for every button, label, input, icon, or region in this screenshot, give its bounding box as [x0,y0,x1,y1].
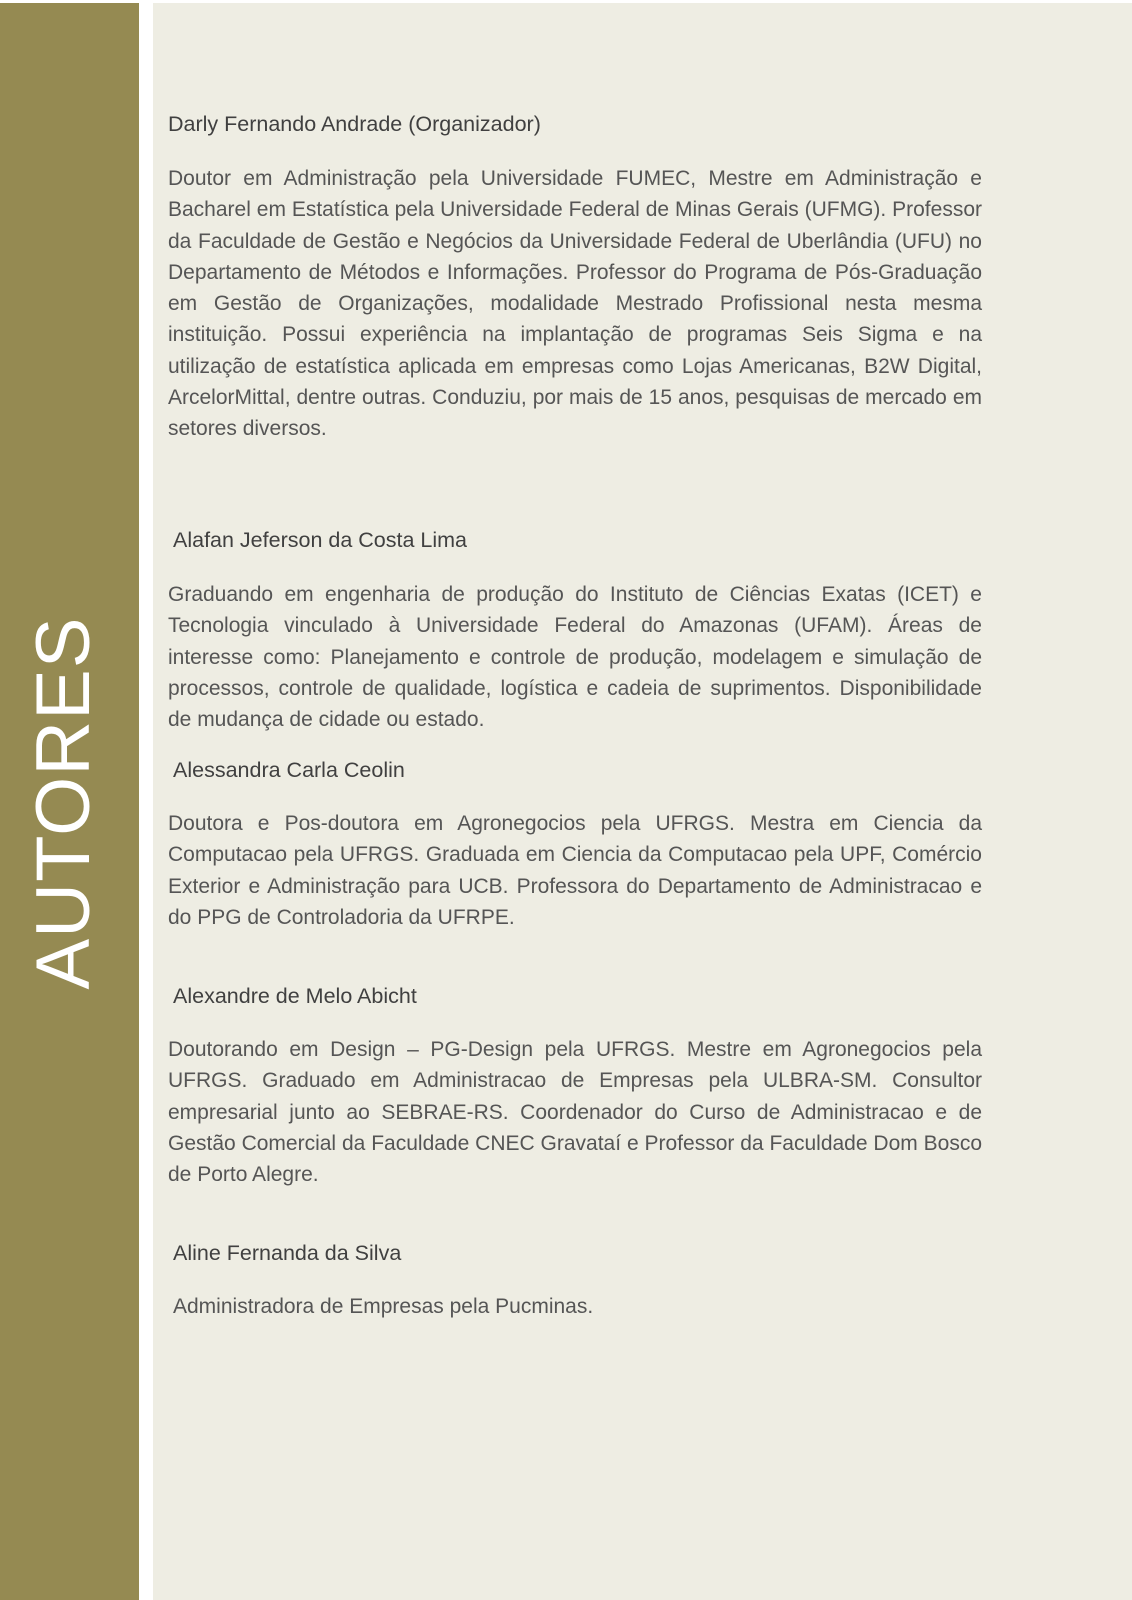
author-bio: Administradora de Empresas pela Pucminas. [173,1295,594,1318]
author-bio: Doutora e Pos-doutora em Agronegocios pela UFRGS. Mestra em Ciencia da Computacao pela UFRGS. Graduada em Ciencia da Computacao pela UPF, Comércio Exterior e Administração para UCB. Professora do Departamento de Administracao e do PPG de Controladoria da UFRPE. [168,812,982,929]
author-bio: Doutor em Administração pela Universidade FUMEC, Mestre em Administração e Bacharel em Estatística pela Universidade Federal de Minas Gerais (UFMG). Professor da Faculdade de Gestão e Negócios da Universidade Federal de Uberlândia (UFU) no Departamento de Métodos e Informações. Professor do Programa de Pós-Graduação em Gestão de Organizações, modalidade Mestrado Profissional nesta mesma instituição. Possui experiência na implantação de programas Seis Sigma e na utilização de estatística aplicada em empresas como Lojas Americanas, B2W Digital, ArcelorMittal, dentre outras. Conduziu, por mais de 15 anos, pesquisas de mercado em setores diversos. [168,167,982,441]
author-name: Alexandre de Melo Abicht [173,984,417,1008]
author-name: Alafan Jeferson da Costa Lima [173,528,467,552]
sidebar-band [0,3,139,1600]
author-name: Darly Fernando Andrade (Organizador) [168,112,541,136]
author-bio: Graduando em engenharia de produção do Instituto de Ciências Exatas (ICET) e Tecnologia vinculado à Universidade Federal do Amazonas (UFAM). Áreas de interesse como: Planejamento e controle de produção, modelagem e simulação de processos, controle de qualidade, logística e cadeia de suprimentos. Disponibilidade de mudança de cidade ou estado. [168,583,982,732]
author-bio: Doutorando em Design – PG-Design pela UFRGS. Mestre em Agronegocios pela UFRGS. Graduado em Administracao de Empresas pela ULBRA-SM. Consultor empresarial junto ao SEBRAE-RS. Coordenador do Curso de Administracao e de Gestão Comercial da Faculdade CNEC Gravataí e Professor da Faculdade Dom Bosco de Porto Alegre. [168,1038,982,1187]
sidebar-title: AUTORES [21,616,106,990]
author-name: Alessandra Carla Ceolin [173,758,405,782]
author-name: Aline Fernanda da Silva [173,1241,402,1265]
